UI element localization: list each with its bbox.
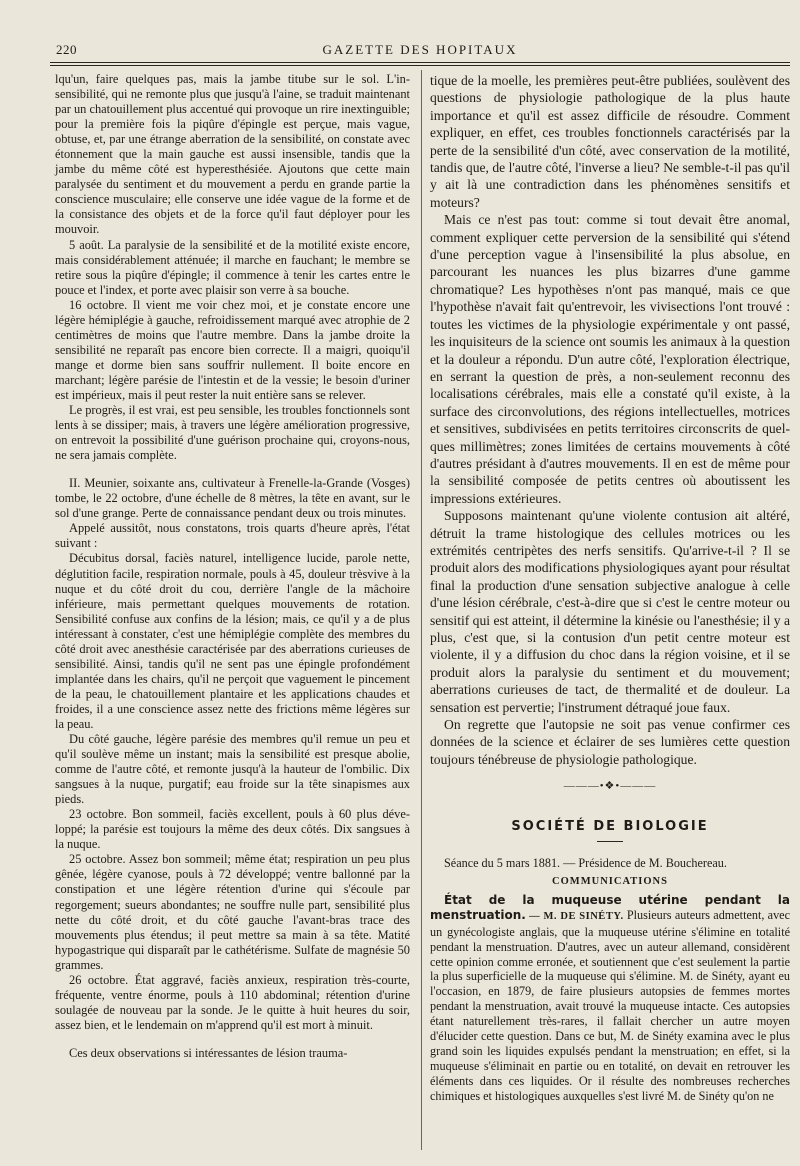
- right-paragraph: On regrette que l'autopsie ne soit pas venue confirmer ces données de la science et éclairer de ses lumières cette question toujours ténébreuse de physiologie pathologique.: [430, 717, 790, 767]
- column-divider: [421, 70, 422, 1150]
- subsection-title: COMMUNICATIONS: [552, 875, 668, 887]
- right-column: [430, 72, 790, 1104]
- article-author: — M. DE SINÉTY.: [529, 910, 624, 922]
- left-paragraph: 25 octobre. Assez bon sommeil; même état; respiration un peu plus gênée, légère cyanose, pouls à 72 développé; ventre ballonné par la constipation et une légère rétention d'urine qui s'écoule par regorgement; sueurs abondantes; ne souffre nulle part, sensibilité plus nette du côté droit, et du côté gauche l'avant-bras trace des mouvements plus étendus; il peut mettre sa main à sa tête. Matité hypogastrique qui disparaît par le cathétérisme. Sulfate de magnésie 50 grammes.: [55, 852, 410, 972]
- page-header: [50, 40, 790, 62]
- left-paragraph: 26 octobre. État aggravé, faciès anxieux, respiration très-courte, fréquente, ventre énorme, pouls à 110 abdominal; rétention d'urine soulagée de nouveau par la sonde. Je le quitte à huit heures du soir, assez bien, et le lendemain on m'apprend qu'il est mort à minuit.: [55, 972, 410, 1032]
- left-paragraph: Le progrès, il est vrai, est peu sensible, les troubles fonctionnels sont lents à se dissiper; mais, à travers une légère amélioration progressive, on entrevoit la possibilité d'une guérison prochaine qui, croyons-nous, ne sera jamais complète.: [55, 403, 410, 463]
- left-paragraph: 23 octobre. Bon sommeil, faciès excellent, pouls à 60 plus développé; la parésie est toujours la même des deux côtés. Dix sangsues à la nuque.: [55, 807, 410, 852]
- article-text: Plusieurs auteurs admettent, avec un gynécologiste anglais, que la muqueuse utérine s'élimine en totalité pendant la menstruation. D'autres, avec un auteur allemand, considèrent cette opinion comme erronée, et soutiennent que c'est seulement la partie la plus superficielle de la muqueuse qui s'élimine. M. de Sinéty, ayant eu l'occasion, en 1879, de faire plusieurs autopsies de femmes mortes pendant la menstruation, avait trouvé la muqueuse intacte. Ces autopsies étant naturellement très-rares, il fallait chercher un autre moyen d'élucider cette question. Dans ce but, M. de Sinéty examina avec le plus grand soin les liquides expulsés pendant la menstruation; en effet, si la muqueuse s'éliminait en partie ou en totalité, on devait en retrouver les éléments dans ces liquides. Or il résulte des nombreuses recherches chimiques et histologiques auxquelles s'est livré M. de Sinéty qu'on ne: [430, 907, 790, 1103]
- left-paragraph: 5 août. La paralysie de la sensibilité et de la motilité existe encore, mais considérablement atténuée; il marche en fauchant; le membre se retire sous la piqûre d'épingle; il commence à tenir les cartes entre le pouce et l'index, et porte avec plaisir son verre à sa bouche.: [55, 237, 410, 297]
- left-paragraph: II. Meunier, soixante ans, cultivateur à Frenelle-la-Grande (Vosges) tombe, le 22 octobre, d'une échelle de 8 mètres, la tête en avant, sur le sol d'une grange. Perte de connaissance pendant deux ou trois minutes.: [55, 476, 410, 521]
- left-paragraph: Du côté gauche, légère parésie des membres qu'il remue un peu et qu'il soulève même un instant; mais la sensibilité est presque abolie, comme de l'autre côté, et remonte jusqu'à la hauteur de l'ombilic. Dix sangsues à la nuque, purgatif; eau froide sur la tête sinapismes aux pieds.: [55, 732, 410, 807]
- article-title: État de la muqueuse utérine pendant la menstruation.: [430, 892, 790, 922]
- section-ornament: ———•❖•———: [563, 780, 657, 793]
- left-paragraph: Décubitus dorsal, faciès naturel, intelligence lucide, parole nette, déglutition facile, respiration normale, pouls à 45, douleur trèsvive à la nuque et du côté droit du cou, derrière l'angle de la mâchoire inférieure, mais permettant quelques mouvements de rotation. Sensibilité confuse aux confins de la lésion; mais, ce qu'il y a de plus intéressant à constater, c'est une hémiplégie complète des membres du côté droit avec anesthésie caractérisée par des aberrations curieuses de sensibilité. Ainsi, tandis qu'il ne sent pas une épingle profondément implantée dans les chairs, qu'il ne perçoit que vaguement le pincement de la peau, le chatouillement plantaire et les applications chaudes et froides, il a une conscience assez nette des frictions même légères sur la peau.: [55, 551, 410, 731]
- right-paragraph: Supposons maintenant qu'une violente contusion ait altéré, détruit la trame histologique des cellules motrices ou les extrémités centripètes des nerfs sensitifs. Qu'arrive-t-il ? Il se produit alors des modifications physiologiques ayant pour résultat final la production d'une sensation subjective analogue à celle d'une lésion cérébrale, c'est-à-dire que si c'est le centre moteur ou sensitif qui est atteint, il détermine la kinésie ou l'anesthésie; il y a plus, c'est que, si la contusion d'un petit centre moteur est violente, il y a diffusion du choc dans la région voisine, et il se produit alors la paralysie du sentiment et du mouvement; aberrations curieuses de tact, de thermalité et de douleur. La sensation est pervertie; l'instrument détraqué joue faux.: [430, 508, 790, 715]
- right-paragraph: tique de la moelle, les premières peut-être publiées, soulèvent des questions de physiologie pathologique de la plus haute importance et qu'il est assez difficile de résoudre. Comment expliquer, en effet, ces troubles fonctionnels caractérisés par la perte de la sensibilité d'un côté, avec conservation de la motilité, tandis que, de l'autre côté, l'inverse a lieu? Ne semble-t-il pas qu'il y ait là une contradiction dans les phénomènes sensitifs et moteurs?: [430, 73, 790, 210]
- section-title: SOCIÉTÉ DE BIOLOGIE: [511, 818, 709, 834]
- left-column: [55, 72, 410, 1061]
- left-paragraph: Appelé aussitôt, nous constatons, trois quarts d'heure après, l'état suivant :: [55, 521, 410, 551]
- left-paragraph: 16 octobre. Il vient me voir chez moi, et je constate encore une légère hémiplégie à gauche, refroidissement marqué avec atrophie de 2 centimètres de moins que l'autre membre. Dans la jambe droite la sensibilité ne reparaît pas encore bien correcte. Il a maigri, quoiqu'il mange et dorme bien sans souffrir nullement. Il boite encore en marchant; légère parésie de l'intestin et de la vessie; le besoin d'uriner est impérieux, mais il peut rester la nuit entière sans se relever.: [55, 297, 410, 402]
- session-line: Séance du 5 mars 1881. — Présidence de M. Bouchereau.: [444, 856, 727, 871]
- left-paragraph: Ces deux observations si intéressantes de lésion trauma-: [69, 1045, 348, 1060]
- journal-title: GAZETTE DES HOPITAUX: [322, 42, 518, 57]
- section-rule: [597, 841, 623, 842]
- left-paragraph: lqu'un, faire quelques pas, mais la jambe titube sur le sol. L'insensibilité, qui ne remonte plus que jusqu'à l'aine, se traduit maintenant par un chatouillement plus accentué qui provoque un rire inextinguible; pour la première fois la piqûre d'épingle est perçue, mais vague, obtuse, et, par une étrange aberration de la sensibilité, on constate avec étonnement que la main gauche est aussi insensible, tandis que la jambe du même côté est hyperesthésiée. Ajoutons que cette main paralysée du sentiment et du mouvement a perdu en grande partie la conscience musculaire; elle conserve une idée vague de la forme et de la consistance des objets et de la force qu'il faut déployer pour les mouvoir.: [55, 72, 410, 237]
- article-paragraph: [430, 893, 790, 1104]
- header-rule-bottom: [50, 65, 790, 66]
- page-number: 220: [56, 42, 77, 57]
- right-paragraph: Mais ce n'est pas tout: comme si tout devait être anomal, comment expliquer cette perversion de la sensibilité qui s'étend d'une perception vague à l'insensibilité la plus absolue, en parcourant les nuances les plus bizarres d'une gamme chromatique? Les hypothèses n'ont pas manqué, mais ce que l'hypothèse n'avait fait qu'entrevoir, les vivisections l'ont trouvé : toutes les victimes de la physiologie expérimentale y ont passé, les inquisiteurs de la science ont soumis les animaux à la question et la douleur a répondu. D'un autre côté, l'exploration électrique, en serrant la question de près, a non-seulement reconnu des localisations cérébrales, mais elle a constaté qu'il existe, à la surface des circonvolutions, des régions intellectuelles, motrices et sensitives, subdivisées en petits territoires circonscrits de quelques millimètres; zones limitées de certains mouvements à côté d'autres présidant à d'autres mouvements. Il en est de même pour la sensibilité composée de petits centres où aboutissent les impressions extérieures.: [430, 212, 790, 506]
- society-report: [430, 856, 790, 1104]
- header-rule-top: [50, 62, 790, 63]
